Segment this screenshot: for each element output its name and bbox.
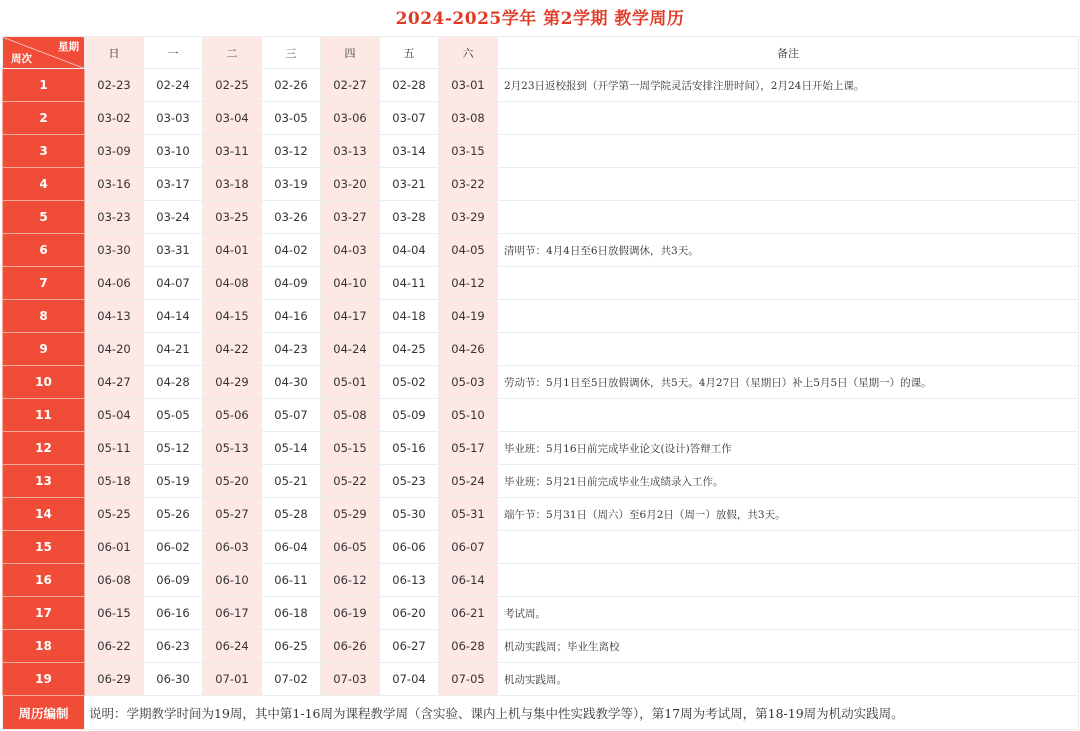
footer-explanation: 说明：学期教学时间为19周，其中第1-16周为课程教学周（含实验、课内上机与集中性实践教学等），第17周为考试周，第18-19周为机动实践周。 [85,696,1079,730]
table-row [3,201,1079,234]
date-cell-tue: 06-03 [203,531,262,564]
date-cell-thu: 03-27 [321,201,380,234]
header-day-wed: 三 [262,37,321,69]
date-cell-wed: 04-02 [262,234,321,267]
date-cell-mon: 06-30 [144,663,203,696]
date-cell-tue: 03-04 [203,102,262,135]
date-cell-thu: 06-05 [321,531,380,564]
date-cell-tue: 06-10 [203,564,262,597]
date-cell-mon: 05-26 [144,498,203,531]
table-row [3,69,1079,102]
note-cell: 清明节：4月4日至6日放假调休，共3天。 [498,234,1079,267]
date-cell-mon: 04-28 [144,366,203,399]
date-cell-tue: 05-27 [203,498,262,531]
date-cell-fri: 06-13 [380,564,439,597]
date-cell-thu: 04-10 [321,267,380,300]
note-cell [498,168,1079,201]
table-row [3,300,1079,333]
date-cell-tue: 04-08 [203,267,262,300]
table-row [3,333,1079,366]
week-number-cell: 19 [3,663,85,696]
date-cell-sat: 03-15 [439,135,498,168]
table-row [3,531,1079,564]
date-cell-sat: 03-22 [439,168,498,201]
week-number-cell: 17 [3,597,85,630]
date-cell-fri: 06-20 [380,597,439,630]
date-cell-thu: 06-12 [321,564,380,597]
header-day-tue: 二 [203,37,262,69]
date-cell-tue: 03-11 [203,135,262,168]
corner-header-cell [3,37,85,69]
note-cell [498,102,1079,135]
header-day-sun: 日 [85,37,144,69]
table-row [3,630,1079,663]
table-row [3,498,1079,531]
date-cell-sun: 06-22 [85,630,144,663]
date-cell-sun: 03-23 [85,201,144,234]
header-notes: 备注 [498,37,1079,69]
date-cell-fri: 05-30 [380,498,439,531]
date-cell-fri: 03-21 [380,168,439,201]
date-cell-fri: 05-02 [380,366,439,399]
date-cell-sat: 07-05 [439,663,498,696]
date-cell-mon: 03-03 [144,102,203,135]
week-number-cell: 10 [3,366,85,399]
date-cell-mon: 05-12 [144,432,203,465]
date-cell-sat: 05-24 [439,465,498,498]
date-cell-sat: 05-03 [439,366,498,399]
date-cell-fri: 06-06 [380,531,439,564]
date-cell-mon: 04-07 [144,267,203,300]
date-cell-fri: 06-27 [380,630,439,663]
table-row [3,168,1079,201]
date-cell-thu: 05-15 [321,432,380,465]
date-cell-wed: 05-28 [262,498,321,531]
date-cell-mon: 02-24 [144,69,203,102]
date-cell-wed: 04-16 [262,300,321,333]
date-cell-fri: 03-07 [380,102,439,135]
week-number-cell: 15 [3,531,85,564]
date-cell-fri: 04-04 [380,234,439,267]
footer-label: 周历编制 [3,696,85,730]
week-number-cell: 6 [3,234,85,267]
date-cell-mon: 06-09 [144,564,203,597]
date-cell-mon: 03-10 [144,135,203,168]
date-cell-thu: 03-13 [321,135,380,168]
week-number-cell: 14 [3,498,85,531]
date-cell-tue: 04-29 [203,366,262,399]
page-title: 2024-2025学年 第2学期 教学周历 [395,9,685,29]
table-row [3,564,1079,597]
calendar-body [3,69,1079,696]
date-cell-fri: 05-16 [380,432,439,465]
date-cell-mon: 04-14 [144,300,203,333]
corner-weekday-label: 星期 [58,41,79,53]
note-cell: 考试周。 [498,597,1079,630]
week-number-cell: 11 [3,399,85,432]
note-cell: 2月23日返校报到（开学第一周学院灵活安排注册时间），2月24日开始上课。 [498,69,1079,102]
date-cell-sat: 06-14 [439,564,498,597]
table-row [3,135,1079,168]
note-cell [498,564,1079,597]
date-cell-wed: 06-18 [262,597,321,630]
date-cell-fri: 04-25 [380,333,439,366]
date-cell-sat: 04-19 [439,300,498,333]
date-cell-wed: 03-12 [262,135,321,168]
date-cell-wed: 05-21 [262,465,321,498]
date-cell-thu: 05-01 [321,366,380,399]
date-cell-wed: 02-26 [262,69,321,102]
date-cell-mon: 06-16 [144,597,203,630]
table-row [3,465,1079,498]
date-cell-mon: 05-19 [144,465,203,498]
header-row [3,37,1079,69]
teaching-calendar-table [2,36,1079,730]
note-cell: 机动实践周。 [498,663,1079,696]
date-cell-thu: 05-08 [321,399,380,432]
date-cell-fri: 03-28 [380,201,439,234]
date-cell-sat: 05-10 [439,399,498,432]
date-cell-thu: 04-03 [321,234,380,267]
date-cell-wed: 06-11 [262,564,321,597]
table-row [3,102,1079,135]
date-cell-wed: 03-19 [262,168,321,201]
date-cell-sun: 03-30 [85,234,144,267]
date-cell-mon: 04-21 [144,333,203,366]
date-cell-wed: 07-02 [262,663,321,696]
date-cell-sun: 03-02 [85,102,144,135]
table-row [3,663,1079,696]
note-cell [498,267,1079,300]
date-cell-mon: 06-02 [144,531,203,564]
date-cell-sat: 06-07 [439,531,498,564]
footer-row [3,696,1079,730]
date-cell-sun: 05-18 [85,465,144,498]
date-cell-sun: 04-06 [85,267,144,300]
date-cell-mon: 03-17 [144,168,203,201]
date-cell-mon: 03-31 [144,234,203,267]
date-cell-sat: 03-29 [439,201,498,234]
date-cell-tue: 04-22 [203,333,262,366]
date-cell-thu: 03-06 [321,102,380,135]
week-number-cell: 7 [3,267,85,300]
header-day-thu: 四 [321,37,380,69]
date-cell-sun: 06-01 [85,531,144,564]
date-cell-tue: 02-25 [203,69,262,102]
date-cell-sun: 05-04 [85,399,144,432]
note-cell [498,135,1079,168]
date-cell-sun: 03-09 [85,135,144,168]
date-cell-sun: 04-27 [85,366,144,399]
date-cell-fri: 04-18 [380,300,439,333]
date-cell-thu: 06-19 [321,597,380,630]
week-number-cell: 1 [3,69,85,102]
date-cell-wed: 05-14 [262,432,321,465]
table-row [3,234,1079,267]
week-number-cell: 9 [3,333,85,366]
date-cell-fri: 05-23 [380,465,439,498]
week-number-cell: 16 [3,564,85,597]
date-cell-sun: 02-23 [85,69,144,102]
date-cell-sat: 04-12 [439,267,498,300]
date-cell-tue: 05-20 [203,465,262,498]
date-cell-tue: 06-17 [203,597,262,630]
week-number-cell: 5 [3,201,85,234]
week-number-cell: 13 [3,465,85,498]
week-number-cell: 8 [3,300,85,333]
date-cell-tue: 05-13 [203,432,262,465]
note-cell [498,399,1079,432]
date-cell-thu: 03-20 [321,168,380,201]
date-cell-sat: 06-28 [439,630,498,663]
date-cell-mon: 05-05 [144,399,203,432]
date-cell-wed: 05-07 [262,399,321,432]
date-cell-thu: 04-17 [321,300,380,333]
date-cell-fri: 03-14 [380,135,439,168]
date-cell-wed: 04-09 [262,267,321,300]
date-cell-tue: 03-25 [203,201,262,234]
date-cell-sat: 05-31 [439,498,498,531]
week-number-cell: 3 [3,135,85,168]
date-cell-thu: 04-24 [321,333,380,366]
week-number-cell: 2 [3,102,85,135]
date-cell-wed: 03-26 [262,201,321,234]
date-cell-fri: 07-04 [380,663,439,696]
date-cell-sun: 05-11 [85,432,144,465]
date-cell-tue: 06-24 [203,630,262,663]
header-day-fri: 五 [380,37,439,69]
note-cell [498,201,1079,234]
date-cell-fri: 04-11 [380,267,439,300]
note-cell: 毕业班：5月21日前完成毕业生成绩录入工作。 [498,465,1079,498]
header-day-sat: 六 [439,37,498,69]
date-cell-sun: 04-20 [85,333,144,366]
date-cell-thu: 05-29 [321,498,380,531]
date-cell-sun: 05-25 [85,498,144,531]
note-cell [498,531,1079,564]
date-cell-fri: 02-28 [380,69,439,102]
table-row [3,366,1079,399]
table-row [3,267,1079,300]
week-number-cell: 18 [3,630,85,663]
date-cell-mon: 06-23 [144,630,203,663]
table-row [3,597,1079,630]
note-cell: 毕业班：5月16日前完成毕业论文(设计)答辩工作 [498,432,1079,465]
corner-week-label: 周次 [11,53,32,65]
date-cell-tue: 07-01 [203,663,262,696]
date-cell-fri: 05-09 [380,399,439,432]
date-cell-sun: 06-15 [85,597,144,630]
date-cell-tue: 04-15 [203,300,262,333]
date-cell-sat: 06-21 [439,597,498,630]
date-cell-sat: 05-17 [439,432,498,465]
note-cell [498,300,1079,333]
date-cell-sat: 04-26 [439,333,498,366]
note-cell: 端午节：5月31日（周六）至6月2日（周一）放假，共3天。 [498,498,1079,531]
date-cell-sat: 03-01 [439,69,498,102]
date-cell-sun: 06-08 [85,564,144,597]
date-cell-tue: 04-01 [203,234,262,267]
week-number-cell: 12 [3,432,85,465]
table-row [3,399,1079,432]
date-cell-thu: 02-27 [321,69,380,102]
header-day-mon: 一 [144,37,203,69]
note-cell: 机动实践周；毕业生离校 [498,630,1079,663]
date-cell-thu: 07-03 [321,663,380,696]
date-cell-wed: 04-23 [262,333,321,366]
date-cell-thu: 06-26 [321,630,380,663]
date-cell-wed: 04-30 [262,366,321,399]
note-cell: 劳动节：5月1日至5日放假调休，共5天。4月27日（星期日）补上5月5日（星期一）的课。 [498,366,1079,399]
date-cell-wed: 06-25 [262,630,321,663]
date-cell-sat: 04-05 [439,234,498,267]
date-cell-thu: 05-22 [321,465,380,498]
week-number-cell: 4 [3,168,85,201]
date-cell-tue: 05-06 [203,399,262,432]
table-row [3,432,1079,465]
date-cell-sun: 04-13 [85,300,144,333]
date-cell-wed: 06-04 [262,531,321,564]
note-cell [498,333,1079,366]
date-cell-tue: 03-18 [203,168,262,201]
date-cell-sun: 03-16 [85,168,144,201]
date-cell-wed: 03-05 [262,102,321,135]
date-cell-sun: 06-29 [85,663,144,696]
date-cell-sat: 03-08 [439,102,498,135]
date-cell-mon: 03-24 [144,201,203,234]
